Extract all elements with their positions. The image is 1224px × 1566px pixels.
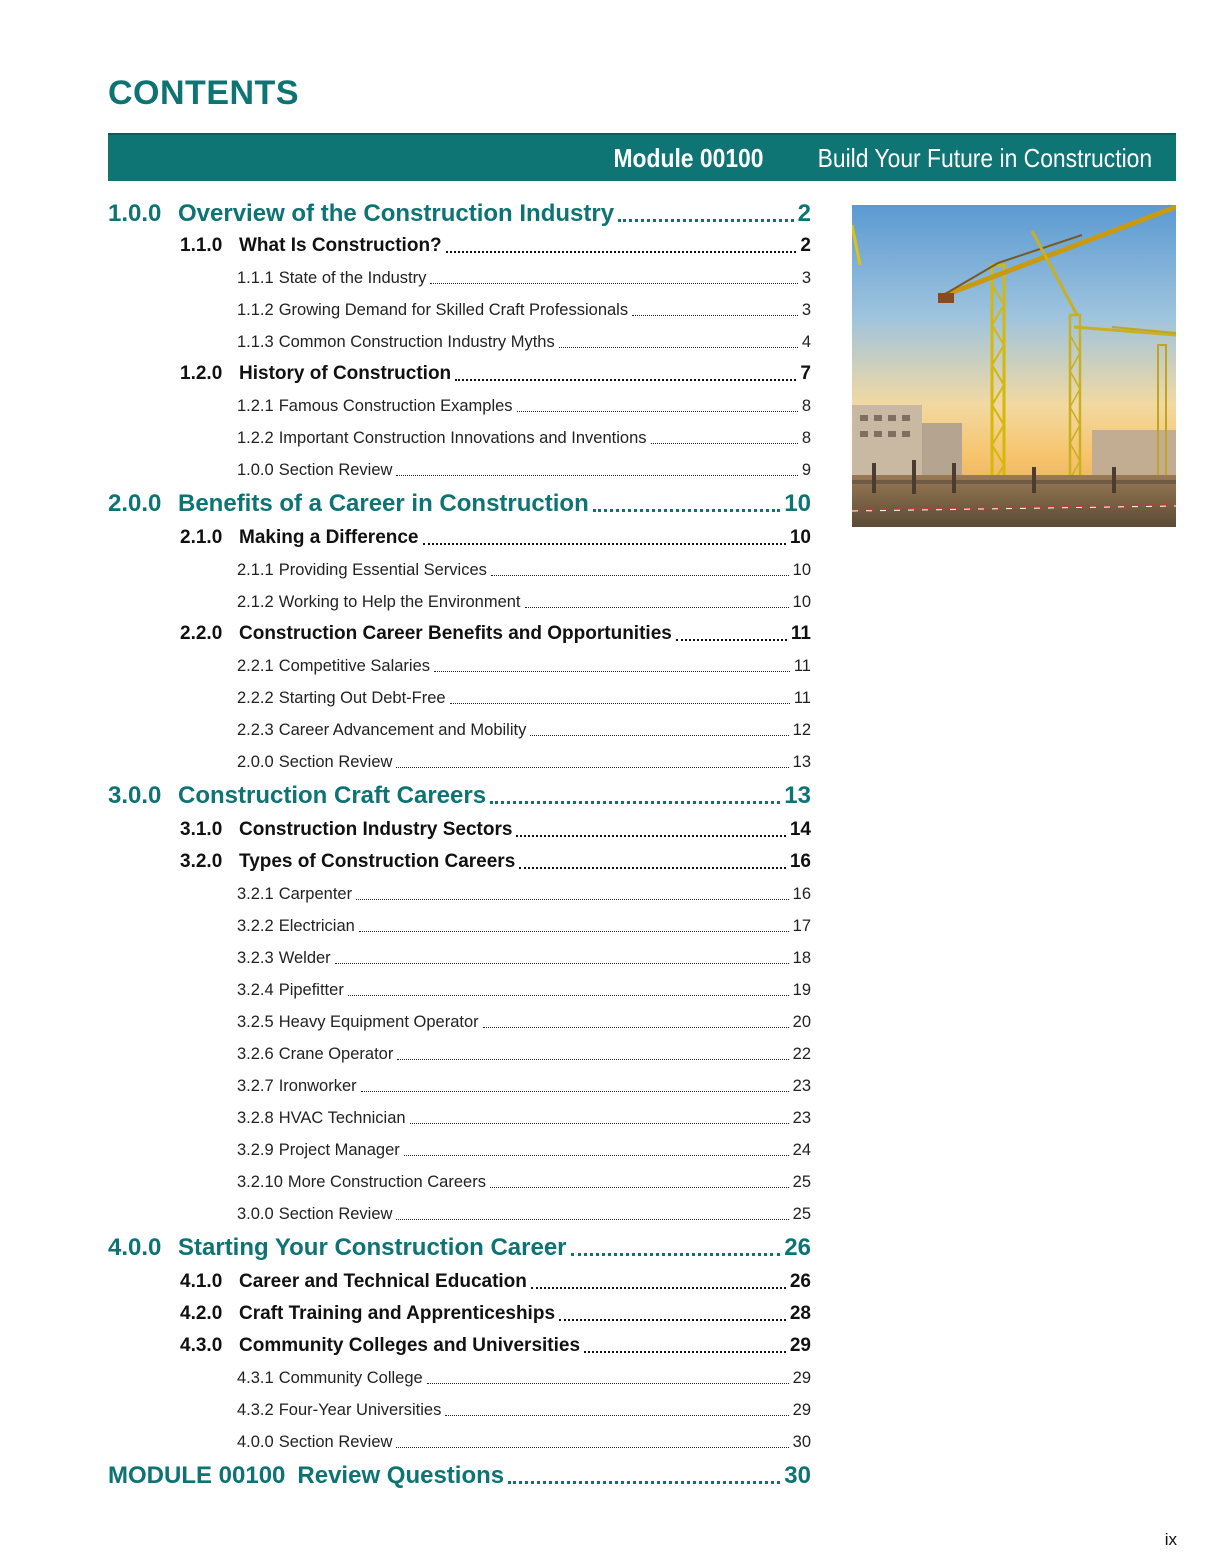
toc-entry-number: 3.1.0 — [180, 819, 223, 840]
dot-leader — [559, 1300, 786, 1321]
toc-entry-number: 3.2.8 — [237, 1108, 274, 1127]
toc-entry-number: 3.2.5 — [237, 1012, 274, 1031]
toc-entry-page: 8 — [801, 428, 811, 447]
dot-leader — [427, 1367, 789, 1385]
toc-entry-title: Construction Craft Careers — [178, 782, 487, 809]
toc-entry-page: 10 — [789, 527, 811, 548]
toc-entry-number: 4.0.0 — [108, 1234, 162, 1261]
toc-entry-title: Section Review — [278, 1432, 393, 1451]
toc-entry-page: 18 — [792, 948, 811, 967]
toc-entry-level-3[interactable] — [108, 714, 811, 746]
toc-entry-title: Starting Out Debt-Free — [278, 688, 446, 707]
toc-entry-level-2[interactable] — [108, 618, 811, 650]
toc-entry-page: 30 — [792, 1432, 811, 1451]
toc-entry-title: State of the Industry — [278, 268, 427, 287]
dot-leader — [517, 395, 798, 413]
toc-entry-title: Ironworker — [278, 1076, 357, 1095]
toc-entry-title: Community Colleges and Universities — [239, 1335, 581, 1356]
dot-leader — [410, 1107, 789, 1125]
toc-entry-number: 4.0.0 — [237, 1432, 274, 1451]
toc-entry-level-1[interactable] — [108, 1232, 811, 1264]
toc-entry-level-3[interactable] — [108, 1006, 811, 1038]
toc-entry-title: Working to Help the Environment — [278, 592, 521, 611]
toc-entry-level-3[interactable] — [108, 1198, 811, 1230]
toc-entry-page: 29 — [792, 1400, 811, 1419]
dot-leader — [525, 591, 789, 609]
dot-leader — [516, 816, 785, 837]
toc-entry-level-3[interactable] — [108, 390, 811, 422]
toc-entry-level-2[interactable] — [108, 522, 811, 554]
toc-entry-level-3[interactable] — [108, 586, 811, 618]
toc-entry-number: 2.2.3 — [237, 720, 274, 739]
toc-entry-number: 1.0.0 — [108, 200, 162, 227]
dot-leader — [396, 1203, 788, 1221]
toc-entry-level-3[interactable] — [108, 1394, 811, 1426]
toc-entry-title: Important Construction Innovations and Inventions — [278, 428, 647, 447]
toc-entry-page: 30 — [784, 1462, 811, 1489]
toc-entry-title: Common Construction Industry Myths — [278, 332, 555, 351]
toc-entry-page: 29 — [789, 1335, 811, 1356]
toc-entry-number: 1.1.2 — [237, 300, 274, 319]
dot-leader — [455, 360, 796, 381]
toc-entry-number: 2.2.2 — [237, 688, 274, 707]
toc-entry-number: 4.3.0 — [180, 1335, 223, 1356]
toc-entry-title: Project Manager — [278, 1140, 400, 1159]
toc-entry-level-2[interactable] — [108, 814, 811, 846]
toc-entry-level-3[interactable] — [108, 878, 811, 910]
toc-entry-level-3[interactable] — [108, 650, 811, 682]
toc-entry-number: 2.2.1 — [237, 656, 274, 675]
toc-entry-title: Overview of the Construction Industry — [178, 200, 615, 227]
toc-entry-page: 13 — [784, 782, 811, 809]
toc-entry-level-1[interactable] — [108, 198, 811, 230]
toc-entry-number: 3.2.6 — [237, 1044, 274, 1063]
toc-entry-level-3[interactable] — [108, 1038, 811, 1070]
toc-entry-number: 2.1.2 — [237, 592, 274, 611]
toc-entry-number: 3.0.0 — [237, 1204, 274, 1223]
toc-entry-title: Types of Construction Careers — [239, 851, 516, 872]
dot-leader — [348, 979, 789, 997]
toc-entry-title: Heavy Equipment Operator — [278, 1012, 479, 1031]
toc-entry-level-3[interactable] — [108, 746, 811, 778]
dot-leader — [593, 488, 781, 512]
toc-entry-level-3[interactable] — [108, 262, 811, 294]
toc-entry-level-1[interactable] — [108, 780, 811, 812]
toc-entry-number: 1.2.2 — [237, 428, 274, 447]
toc-entry-title: Career and Technical Education — [239, 1271, 527, 1292]
toc-entry-level-3[interactable] — [108, 554, 811, 586]
toc-entry-title: Community College — [278, 1368, 423, 1387]
toc-entry-level-3[interactable] — [108, 1070, 811, 1102]
toc-entry-page: 29 — [792, 1368, 811, 1387]
toc-entry-title: Four-Year Universities — [278, 1400, 442, 1419]
toc-entry-title: Carpenter — [278, 884, 353, 903]
dot-leader — [396, 1431, 788, 1449]
toc-entry-number: 1.2.1 — [237, 396, 274, 415]
toc-entry-page: 16 — [792, 884, 811, 903]
dot-leader — [359, 915, 789, 933]
toc-entry-number: 4.2.0 — [180, 1303, 223, 1324]
toc-entry-page: 19 — [792, 980, 811, 999]
dot-leader — [445, 1399, 788, 1417]
toc-entry-number: 3.0.0 — [108, 782, 162, 809]
toc-entry-page: 16 — [789, 851, 811, 872]
construction-cranes-photo — [852, 205, 1176, 527]
toc-entry-page: 25 — [792, 1172, 811, 1191]
toc-entry-number: 1.2.0 — [180, 363, 223, 384]
toc-entry-level-3[interactable] — [108, 422, 811, 454]
toc-entry-title: Providing Essential Services — [278, 560, 487, 579]
toc-entry-level-1[interactable] — [108, 488, 811, 520]
toc-entry-number: 3.2.10 — [237, 1172, 283, 1191]
dot-leader — [491, 559, 789, 577]
toc-entry-number: 4.1.0 — [180, 1271, 223, 1292]
toc-entry-number: 2.0.0 — [108, 490, 162, 517]
toc-entry-number: 3.2.4 — [237, 980, 274, 999]
dot-leader — [335, 947, 789, 965]
toc-entry-number: 2.1.0 — [180, 527, 223, 548]
toc-entry-title: Famous Construction Examples — [278, 396, 513, 415]
dot-leader — [490, 1171, 789, 1189]
toc-entry-title: Section Review — [278, 1204, 393, 1223]
toc-entry-title: Starting Your Construction Career — [178, 1234, 567, 1261]
dot-leader — [508, 1460, 780, 1484]
toc-entry-title: Construction Career Benefits and Opportunities — [239, 623, 672, 644]
dot-leader — [356, 883, 789, 901]
toc-entry-page: 12 — [792, 720, 811, 739]
toc-entry-title: Growing Demand for Skilled Craft Professionals — [278, 300, 629, 319]
dot-leader — [632, 299, 798, 317]
dot-leader — [531, 1268, 786, 1289]
toc-entry-page: 10 — [784, 490, 811, 517]
toc-entry-level-3[interactable] — [108, 942, 811, 974]
toc-entry-level-2[interactable] — [108, 1298, 811, 1330]
toc-entry-page: 10 — [792, 592, 811, 611]
toc-entry-title: Electrician — [278, 916, 355, 935]
toc-entry-page: 11 — [793, 688, 811, 707]
toc-entry-page: 22 — [792, 1044, 811, 1063]
toc-entry-page: 2 — [797, 200, 811, 227]
dot-leader — [530, 719, 788, 737]
dot-leader — [404, 1139, 789, 1157]
toc-entry-title: Section Review — [278, 460, 393, 479]
dot-leader — [676, 620, 787, 641]
dot-leader — [519, 848, 786, 869]
toc-entry-number: 2.0.0 — [237, 752, 274, 771]
dot-leader — [434, 655, 790, 673]
toc-entry-title: Review Questions — [297, 1462, 505, 1489]
dot-leader — [490, 780, 780, 804]
toc-entry-title: Career Advancement and Mobility — [278, 720, 527, 739]
toc-entry-page: 11 — [793, 656, 811, 675]
toc-entry-title: Craft Training and Apprenticeships — [239, 1303, 556, 1324]
toc-entry-level-3[interactable] — [108, 326, 811, 358]
toc-entry-level-3[interactable] — [108, 910, 811, 942]
dot-leader — [559, 331, 798, 349]
dot-leader — [397, 1043, 788, 1061]
toc-entry-level-3[interactable] — [108, 974, 811, 1006]
toc-entry-number: 3.2.3 — [237, 948, 274, 967]
dot-leader — [450, 687, 790, 705]
toc-entry-number: 1.1.0 — [180, 235, 223, 256]
toc-entry-title: Benefits of a Career in Construction — [178, 490, 589, 517]
toc-entry-level-3[interactable] — [108, 454, 811, 486]
page-number: ix — [1164, 1530, 1177, 1549]
toc-entry-level-3[interactable] — [108, 1362, 811, 1394]
toc-entry-level-3[interactable] — [108, 682, 811, 714]
toc-entry-level-2[interactable] — [108, 358, 811, 390]
toc-entry-title: HVAC Technician — [278, 1108, 406, 1127]
toc-entry-page: 26 — [784, 1234, 811, 1261]
dot-leader — [571, 1232, 781, 1256]
toc-entry-title: Competitive Salaries — [278, 656, 431, 675]
toc-entry-number: 4.3.1 — [237, 1368, 274, 1387]
toc-entry-number: 1.1.3 — [237, 332, 274, 351]
toc-entry-title: Making a Difference — [239, 527, 419, 548]
toc-entry-page: 13 — [792, 752, 811, 771]
dot-leader — [430, 267, 797, 285]
toc-entry-level-3[interactable] — [108, 1426, 811, 1458]
toc-entry-level-2[interactable] — [108, 1266, 811, 1298]
dot-leader — [483, 1011, 789, 1029]
toc-entry-title: Pipefitter — [278, 980, 344, 999]
toc-entry-page: 23 — [792, 1108, 811, 1127]
toc-entry-page: 25 — [792, 1204, 811, 1223]
toc-entry-title: Construction Industry Sectors — [239, 819, 513, 840]
toc-entry-number: 4.3.2 — [237, 1400, 274, 1419]
toc-entry-page: 3 — [801, 300, 811, 319]
toc-entry-title: What Is Construction? — [239, 235, 442, 256]
toc-entry-page: 11 — [790, 623, 811, 644]
dot-leader — [361, 1075, 789, 1093]
toc-entry-number: 1.1.1 — [237, 268, 274, 287]
toc-entry-number: 3.2.2 — [237, 916, 274, 935]
toc-entry-page: 17 — [792, 916, 811, 935]
toc-entry-number: MODULE 00100 — [108, 1462, 286, 1489]
toc-entry-number: 3.2.9 — [237, 1140, 274, 1159]
toc-entry-title: Welder — [278, 948, 331, 967]
toc-entry-level-3[interactable] — [108, 294, 811, 326]
dot-leader — [584, 1332, 786, 1353]
dot-leader — [396, 459, 797, 477]
toc-entry-page: 2 — [800, 235, 811, 256]
page-title: CONTENTS — [108, 74, 299, 112]
dot-leader — [396, 751, 788, 769]
toc-entry-number: 1.0.0 — [237, 460, 274, 479]
toc-entry-level-2[interactable] — [108, 1330, 811, 1362]
module-number: Module 00100 — [613, 142, 764, 173]
toc-entry-page: 3 — [801, 268, 811, 287]
toc-entry-title: Section Review — [278, 752, 393, 771]
toc-entry-level-3[interactable] — [108, 1102, 811, 1134]
toc-entry-page: 9 — [801, 460, 811, 479]
toc-entry-title: Crane Operator — [278, 1044, 394, 1063]
toc-entry-page: 10 — [792, 560, 811, 579]
dot-leader — [651, 427, 798, 445]
toc-entry-page: 28 — [789, 1303, 811, 1324]
dot-leader — [423, 524, 786, 545]
module-banner — [108, 133, 1176, 181]
toc-entry-number: 2.2.0 — [180, 623, 223, 644]
toc-entry-page: 20 — [792, 1012, 811, 1031]
toc-entry-page: 8 — [801, 396, 811, 415]
toc-entry-page: 14 — [789, 819, 811, 840]
toc-entry-level-1[interactable] — [108, 1460, 811, 1492]
dot-leader — [618, 198, 794, 222]
toc-entry-level-2[interactable] — [108, 846, 811, 878]
toc-entry-level-2[interactable] — [108, 230, 811, 262]
toc-entry-title: More Construction Careers — [287, 1172, 486, 1191]
toc-entry-number: 2.1.1 — [237, 560, 274, 579]
dot-leader — [446, 232, 797, 253]
toc-entry-number: 3.2.1 — [237, 884, 274, 903]
toc-entry-title: History of Construction — [239, 363, 452, 384]
toc-entry-page: 26 — [789, 1271, 811, 1292]
toc-entry-number: 3.2.7 — [237, 1076, 274, 1095]
module-name: Build Your Future in Construction — [817, 142, 1152, 173]
toc-entry-level-3[interactable] — [108, 1134, 811, 1166]
toc-entry-level-3[interactable] — [108, 1166, 811, 1198]
toc-entry-page: 24 — [792, 1140, 811, 1159]
toc-entry-number: 3.2.0 — [180, 851, 223, 872]
toc-entry-page: 7 — [800, 363, 811, 384]
toc-entry-page: 4 — [801, 332, 811, 351]
toc-entry-page: 23 — [792, 1076, 811, 1095]
